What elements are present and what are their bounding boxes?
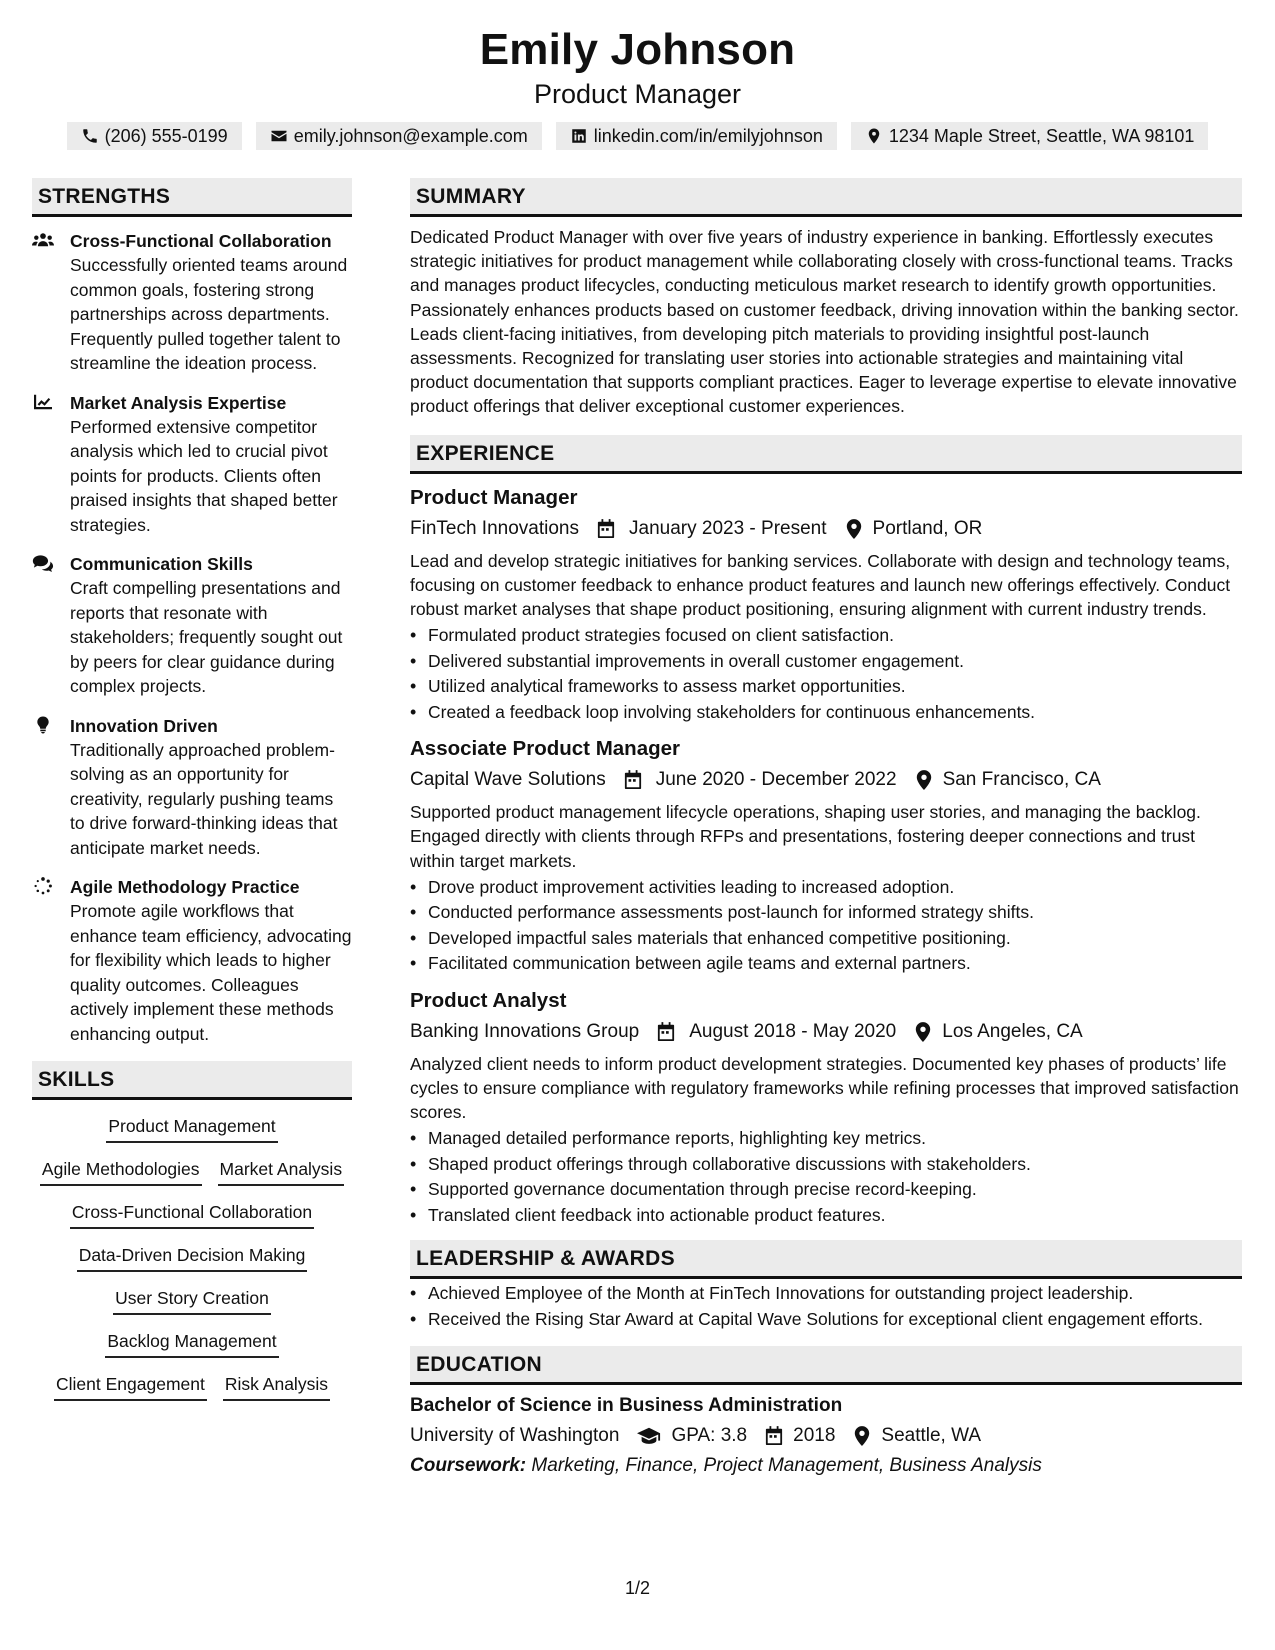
strength-item bbox=[32, 875, 352, 1046]
education-heading: EDUCATION bbox=[410, 1346, 1242, 1385]
map-marker-icon bbox=[865, 127, 883, 145]
list-item: • Received the Rising Star Award at Capital Wave Solutions for exceptional client engagement efforts. bbox=[410, 1307, 1242, 1333]
summary-heading: SUMMARY bbox=[410, 178, 1242, 217]
degree-title: Bachelor of Science in Business Administration bbox=[410, 1395, 843, 1417]
candidate-role: Product Manager bbox=[533, 79, 742, 109]
job-description: Lead and develop strategic initiatives for banking services. Collaborate with design and technology teams, focusing on customer feedback to enhance product features and launch new offerings effectively. Conduct robust market analyses that shape product positioning, ensuring alignment with current industry trends. bbox=[410, 550, 1231, 620]
contact-bar bbox=[0, 122, 1275, 150]
job-location: Portland, OR bbox=[872, 517, 983, 539]
job-title: Associate Product Manager bbox=[410, 737, 680, 761]
strength-item bbox=[32, 552, 352, 699]
strength-item bbox=[32, 229, 352, 376]
left-column bbox=[32, 178, 352, 1480]
map-marker-icon bbox=[845, 519, 863, 539]
strength-desc: Performed extensive competitor analysis which led to crucial pivot points for products. Clients often praised insights that shaped better strategies. bbox=[70, 416, 338, 535]
education-entry bbox=[410, 1393, 1242, 1480]
envelope-icon bbox=[270, 127, 288, 145]
job-location: Los Angeles, CA bbox=[942, 1020, 1083, 1042]
email-text: emily.johnson@example.com bbox=[293, 126, 528, 146]
skills-list bbox=[32, 1114, 352, 1401]
address-text: 1234 Maple Street, Seattle, WA 98101 bbox=[888, 126, 1195, 146]
job-description: Analyzed client needs to inform product development strategies. Documented key phases of products’ life cycles to ensure compliance with regulatory frameworks while refining processes that improved satisfaction scores. bbox=[410, 1053, 1239, 1123]
list-item: • Conducted performance assessments post-launch for informed strategy shifts. bbox=[410, 900, 1242, 926]
job-description: Supported product management lifecycle operations, shaping user stories, and managing the backlog. Engaged directly with clients through RFPs and presentations, fostering deeper connections and trust within target markets. bbox=[410, 802, 1201, 871]
list-item: • Utilized analytical frameworks to assess market opportunities. bbox=[410, 674, 1242, 700]
job-meta bbox=[410, 515, 1242, 543]
right-column bbox=[410, 178, 1242, 1480]
candidate-name: Emily Johnson bbox=[479, 25, 796, 74]
calendar-icon bbox=[624, 770, 642, 790]
job-company: Banking Innovations Group bbox=[410, 1020, 640, 1042]
linkedin-text: linkedin.com/in/emilyjohnson bbox=[593, 126, 823, 146]
job-bullets bbox=[410, 623, 1242, 725]
skill-tag: User Story Creation bbox=[113, 1286, 271, 1315]
job-meta bbox=[410, 1018, 1242, 1046]
contact-email[interactable] bbox=[256, 122, 542, 150]
summary-text: Dedicated Product Manager with over five years of industry experience in banking. Effortlessly executes strategic initiatives for product management while collaborating closely with cross-functional teams. Tracks and manages product lifecycles, conducting meticulous market research to identify growth opportunities. Passionately enhances products based on customer feedback, driving innovation within the banking sector. Leads client-facing initiatives, from developing pitch materials to providing insightful post-launch assessments. Recognized for translating user stories into actionable strategies and maintaining vital product documentation that supports compliant practices. Eager to leverage expertise to elevate innovative product offerings that deliver exceptional customer experiences. bbox=[410, 227, 1239, 417]
strengths-heading: STRENGTHS bbox=[32, 178, 352, 217]
users-icon bbox=[32, 231, 54, 249]
chart-line-icon bbox=[32, 393, 54, 411]
strength-desc: Promote agile workflows that enhance team efficiency, advocating for flexibility which leads to higher quality outcomes. Colleagues actively implement these methods enhancing output. bbox=[70, 901, 352, 1044]
strength-item bbox=[32, 714, 352, 861]
phone-icon bbox=[81, 127, 99, 145]
strength-desc: Successfully oriented teams around common goals, fostering strong partnerships across departments. Frequently pulled together talent to streamline the ideation process. bbox=[70, 255, 348, 373]
map-marker-icon bbox=[915, 770, 933, 790]
job-entry bbox=[410, 484, 1242, 726]
strength-desc: Craft compelling presentations and reports that resonate with stakeholders; frequently sought out by peers for clear guidance during complex projects. bbox=[70, 578, 343, 696]
job-location: San Francisco, CA bbox=[942, 769, 1101, 791]
skill-tag: Data-Driven Decision Making bbox=[77, 1243, 308, 1272]
education-meta bbox=[410, 1422, 1242, 1450]
resume-body bbox=[32, 178, 1243, 1480]
skill-tag: Risk Analysis bbox=[223, 1372, 330, 1401]
skill-tag: Market Analysis bbox=[218, 1157, 345, 1186]
skill-tag: Cross-Functional Collaboration bbox=[70, 1200, 314, 1229]
job-meta bbox=[410, 766, 1242, 794]
strengths-list bbox=[32, 229, 352, 1046]
contact-phone[interactable] bbox=[67, 122, 242, 150]
lightbulb-icon bbox=[32, 716, 54, 734]
job-title: Product Analyst bbox=[410, 988, 567, 1012]
strength-title: Market Analysis Expertise bbox=[70, 392, 287, 413]
list-item: • Shaped product offerings through collaborative discussions with stakeholders. bbox=[410, 1152, 1242, 1178]
contact-linkedin[interactable] bbox=[556, 122, 837, 150]
list-item: • Developed impactful sales materials that enhanced competitive positioning. bbox=[410, 926, 1242, 952]
job-dates: June 2020 - December 2022 bbox=[655, 769, 897, 791]
strength-title: Cross-Functional Collaboration bbox=[70, 231, 332, 251]
page-number: 1/2 bbox=[624, 1578, 651, 1598]
graduation-year: 2018 bbox=[793, 1425, 836, 1447]
contact-address[interactable] bbox=[851, 122, 1209, 150]
job-bullets bbox=[410, 1126, 1242, 1228]
job-company: FinTech Innovations bbox=[410, 517, 579, 539]
list-item: • Formulated product strategies focused on client satisfaction. bbox=[410, 623, 1242, 649]
job-entry bbox=[410, 735, 1242, 977]
map-marker-icon bbox=[853, 1426, 871, 1446]
school-location: Seattle, WA bbox=[881, 1425, 982, 1447]
awards-list bbox=[410, 1281, 1242, 1332]
skill-tag: Client Engagement bbox=[54, 1372, 207, 1401]
strength-title: Agile Methodology Practice bbox=[70, 877, 300, 897]
job-dates: August 2018 - May 2020 bbox=[689, 1020, 897, 1042]
calendar-icon bbox=[597, 519, 615, 539]
calendar-icon bbox=[765, 1426, 783, 1446]
graduation-cap-icon bbox=[637, 1426, 661, 1446]
job-dates: January 2023 - Present bbox=[629, 517, 827, 539]
experience-heading: EXPERIENCE bbox=[410, 435, 1242, 474]
linkedin-icon bbox=[570, 127, 588, 145]
job-entry bbox=[410, 987, 1242, 1229]
gpa-text: GPA: 3.8 bbox=[671, 1425, 748, 1447]
list-item: • Supported governance documentation through precise record-keeping. bbox=[410, 1177, 1242, 1203]
list-item: • Translated client feedback into actionable product features. bbox=[410, 1203, 1242, 1229]
calendar-icon bbox=[657, 1022, 675, 1042]
strength-title: Innovation Driven bbox=[70, 715, 218, 736]
skill-tag: Backlog Management bbox=[105, 1329, 278, 1358]
list-item: • Achieved Employee of the Month at FinTech Innovations for outstanding project leadership. bbox=[410, 1281, 1242, 1307]
skill-tag: Product Management bbox=[106, 1114, 277, 1143]
resume-header bbox=[0, 0, 1275, 150]
job-company: Capital Wave Solutions bbox=[410, 769, 606, 791]
awards-heading: LEADERSHIP & AWARDS bbox=[410, 1240, 1242, 1279]
list-item: • Delivered substantial improvements in overall customer engagement. bbox=[410, 649, 1242, 675]
list-item: • Drove product improvement activities leading to increased adoption. bbox=[410, 875, 1242, 901]
list-item: • Created a feedback loop involving stakeholders for continuous enhancements. bbox=[410, 700, 1242, 726]
job-bullets bbox=[410, 875, 1242, 977]
phone-text: (206) 555-0199 bbox=[104, 126, 228, 146]
coursework-line bbox=[410, 1452, 1242, 1480]
strength-item bbox=[32, 391, 352, 538]
list-item: • Managed detailed performance reports, highlighting key metrics. bbox=[410, 1126, 1242, 1152]
strength-desc: Traditionally approached problem-solving as an opportunity for creativity, regularly pushing teams to drive forward-thinking ideas that anticipate market needs. bbox=[70, 739, 338, 858]
coursework-text: Marketing, Finance, Project Management, Business Analysis bbox=[531, 1455, 1042, 1477]
list-item: • Facilitated communication between agile teams and external partners. bbox=[410, 951, 1242, 977]
coursework-label: Coursework: bbox=[410, 1455, 527, 1477]
map-marker-icon bbox=[914, 1022, 932, 1042]
job-title: Product Manager bbox=[410, 485, 578, 509]
skill-tag: Agile Methodologies bbox=[40, 1157, 202, 1186]
spinner-icon bbox=[32, 877, 54, 895]
school-name: University of Washington bbox=[410, 1425, 620, 1447]
skills-heading: SKILLS bbox=[32, 1061, 352, 1100]
comments-icon bbox=[32, 554, 54, 572]
strength-title: Communication Skills bbox=[70, 554, 253, 574]
